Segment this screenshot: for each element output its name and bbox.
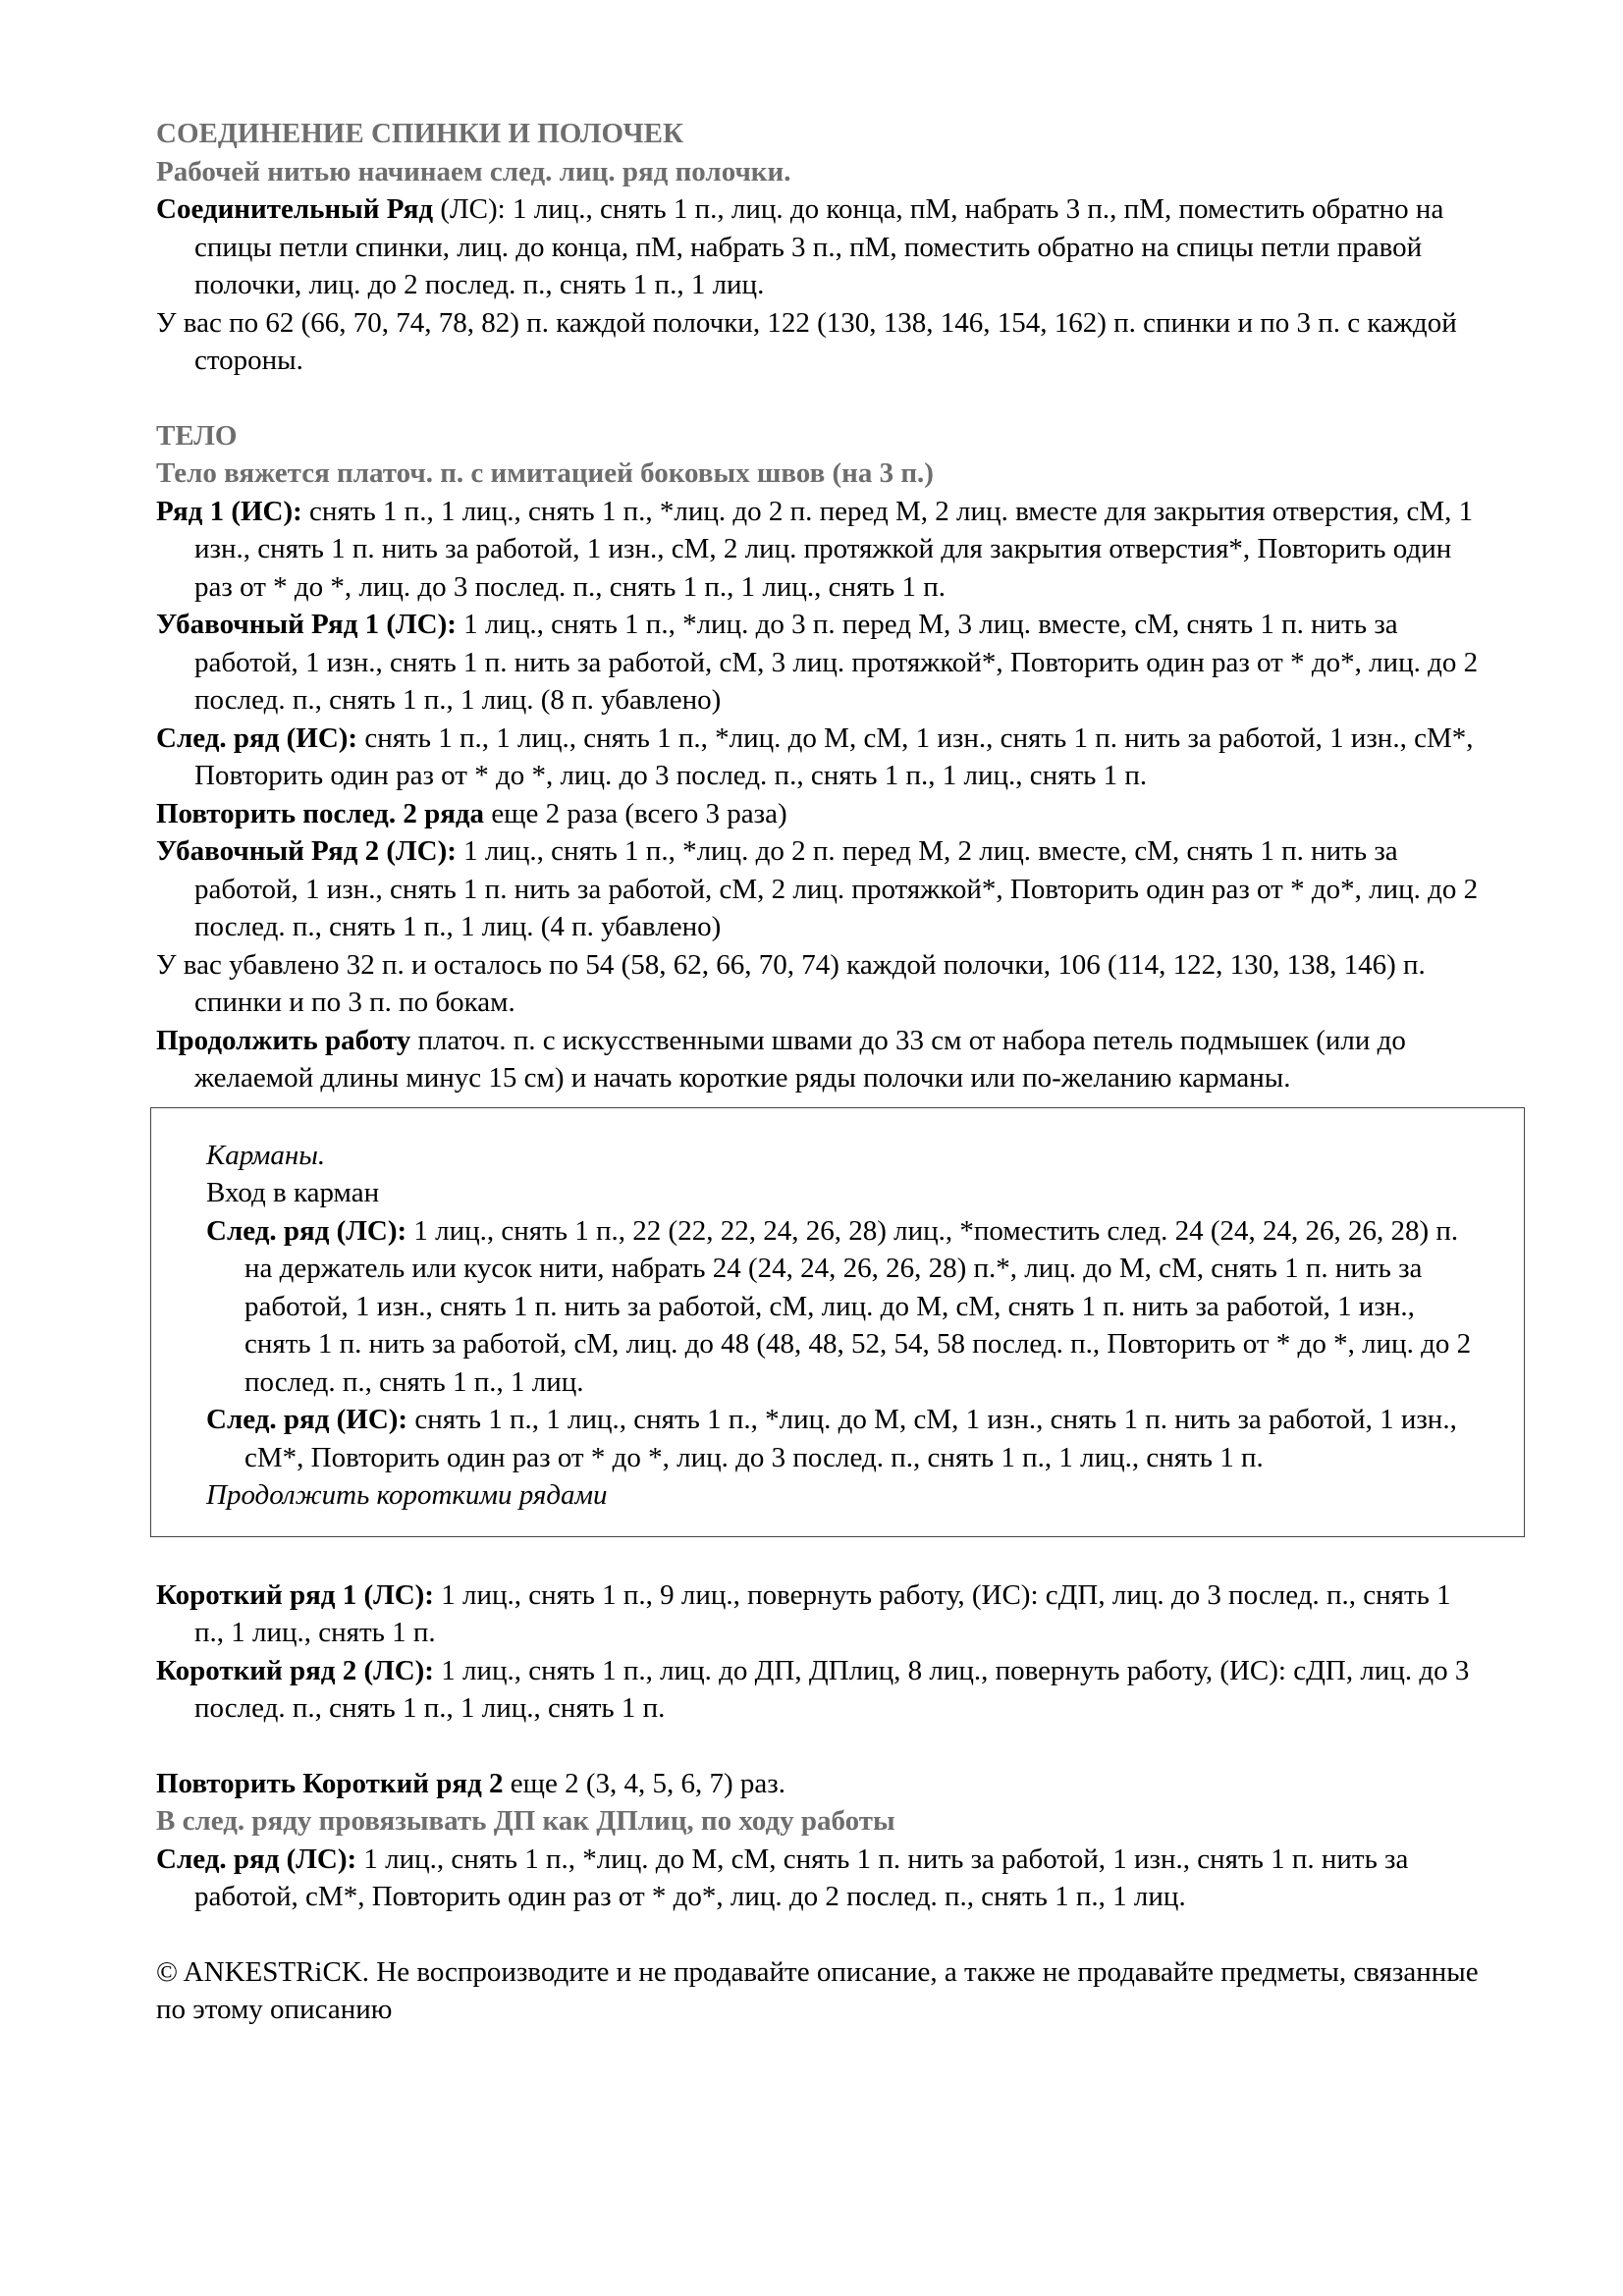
row-label: Ряд 1 (ИС): [156,495,302,527]
short-row-repeat [156,1765,1482,1803]
pocket-entry: Вход в карман [206,1177,380,1208]
row-text: еще 2 (3, 4, 5, 6, 7) раз. [503,1767,785,1799]
row-label: Убавочный Ряд 1 (ЛС): [156,609,457,640]
pattern-page [156,115,1482,2029]
pockets-continue: Продолжить короткими рядами [206,1479,608,1511]
row-label: Короткий ряд 2 (ЛС): [156,1654,434,1686]
row-text: снять 1 п., 1 лиц., снять 1 п., *лиц. до М, сМ, 1 изн., снять 1 п. нить за работой, 1 изн., сМ*, Повторить один раз от * до *, лиц. до 3 послед. п., снять 1 п., 1 лиц., снять 1 п. [194,721,1474,791]
row-text: платоч. п. с искусственными швами до 33 см от набора петель подмышек (или до желаемой длины минус 15 см) и начать короткие ряды полочки или по-желанию карманы. [194,1024,1406,1094]
section-title-body: ТЕЛО [156,419,238,452]
row-text: еще 2 раза (всего 3 раза) [484,797,787,829]
pocket-row-1 [206,1212,1485,1402]
body-continue [156,1022,1482,1097]
body-decrease-row-1 [156,606,1482,720]
body-summary: У вас убавлено 32 п. и осталось по 54 (58, 62, 66, 70, 74) каждой полочки, 106 (114, 122, 130, 138, 146) п. спинки и по 3 п. по бокам. [156,948,1426,1018]
row-text: 1 лиц., снять 1 п., *лиц. до 3 п. перед М, 3 лиц. вместе, сМ, снять 1 п. нить за работой, 1 изн., снять 1 п. нить за работой, сМ, 3 лиц. протяжкой*, Повторить один раз от * до*, лиц. до 2 послед. п., снять 1 п., 1 лиц. (8 п. убавлено) [194,609,1479,716]
row-label: След. ряд (ЛС): [206,1214,407,1247]
pocket-row-2 [206,1401,1485,1476]
row-label: След. ряд (ИС): [206,1404,408,1435]
short-row-1 [156,1576,1482,1652]
pockets-box [150,1107,1525,1537]
row-label: Соединительный Ряд [156,193,434,225]
joining-row [156,190,1482,304]
body-repeat-rows [156,795,1482,833]
short-row-next [156,1841,1482,1916]
row-label: Продолжить работу [156,1024,411,1056]
row-text: 1 лиц., снять 1 п., *лиц. до М, сМ, снять 1 п. нить за работой, 1 изн., снять 1 п. нить за работой, сМ*, Повторить один раз от * до*, лиц. до 2 послед. п., снять 1 п., 1 лиц. [194,1842,1409,1912]
row-text: 1 лиц., снять 1 п., лиц. до ДП, ДПлиц, 8 лиц., повернуть работу, (ИС): сДП, лиц. до 3 послед. п., снять 1 п., 1 лиц., снять 1 п. [194,1654,1470,1724]
copyright-notice: © ANKESTRiCK. Не воспроизводите и не продавайте описание, а также не продавайте предметы, связанные по этому описанию [156,1955,1479,2025]
section-subtitle-joining: Рабочей нитью начинаем след. лиц. ряд полочки. [156,155,791,187]
row-label: Повторить послед. 2 ряда [156,797,485,829]
row-text: 1 лиц., снять 1 п., *лиц. до 2 п. перед М, 2 лиц. вместе, сМ, снять 1 п. нить за работой, 1 изн., снять 1 п. нить за работой, сМ, 2 лиц. протяжкой*, Повторить один раз от * до*, лиц. до 2 послед. п., снять 1 п., 1 лиц. (4 п. убавлено) [194,835,1479,942]
short-row-note: В след. ряду провязывать ДП как ДПлиц, по ходу работы [156,1805,895,1837]
row-label: Убавочный Ряд 2 (ЛС): [156,835,457,867]
body-row-1 [156,493,1482,607]
row-text: снять 1 п., 1 лиц., снять 1 п., *лиц. до М, сМ, 1 изн., снять 1 п. нить за работой, 1 изн., сМ*, Повторить один раз от * до *, лиц. до 3 послед. п., снять 1 п., 1 лиц., снять 1 п. [244,1404,1457,1473]
section-title-joining: СОЕДИНЕНИЕ СПИНКИ И ПОЛОЧЕК [156,118,683,149]
section-subtitle-body: Тело вяжется платоч. п. с имитацией боковых швов (на 3 п.) [156,457,934,489]
row-text: снять 1 п., 1 лиц., снять 1 п., *лиц. до 2 п. перед М, 2 лиц. вместе для закрытия отверстия, сМ, 1 изн., снять 1 п. нить за работой, 1 изн., сМ, 2 лиц. протяжкой для закрытия отверстия*, Повторить один раз от * до *, лиц. до 3 послед. п., снять 1 п., 1 лиц., снять 1 п. [194,495,1474,603]
short-row-2 [156,1652,1482,1728]
row-text: 1 лиц., снять 1 п., 9 лиц., повернуть работу, (ИС): сДП, лиц. до 3 послед. п., снять 1 п., 1 лиц., снять 1 п. [194,1578,1451,1648]
row-label: След. ряд (ИС): [156,721,358,754]
row-label: Короткий ряд 1 (ЛС): [156,1578,434,1611]
row-label: След. ряд (ЛС): [156,1842,357,1875]
row-label: Повторить Короткий ряд 2 [156,1767,504,1799]
row-text: 1 лиц., снять 1 п., 22 (22, 22, 24, 26, 28) лиц., *поместить след. 24 (24, 24, 26, 26, 28) п. на держатель или кусок нити, набрать 24 (24, 24, 26, 26, 28) п.*, лиц. до М, сМ, снять 1 п. нить за работой, 1 изн., снять 1 п. нить за работой, сМ, лиц. до М, сМ, снять 1 п. нить за работой, 1 изн., снять 1 п. нить за работой, сМ, лиц. до 48 (48, 48, 52, 54, 58 послед. п., Повторить от * до *, лиц. до 2 послед. п., снять 1 п., 1 лиц. [244,1214,1472,1398]
row-text: (ЛС): 1 лиц., снять 1 п., лиц. до конца, пМ, набрать 3 п., пМ, поместить обратно на спицы петли спинки, лиц. до конца, пМ, набрать 3 п., пМ, поместить обратно на спицы петли правой полочки, лиц. до 2 послед. п., снять 1 п., 1 лиц. [194,193,1444,300]
pockets-title: Карманы. [206,1139,326,1171]
joining-summary: У вас по 62 (66, 70, 74, 78, 82) п. каждой полочки, 122 (130, 138, 146, 154, 162) п. спинки и по 3 п. с каждой стороны. [156,306,1457,376]
body-decrease-row-2 [156,832,1482,946]
body-next-row [156,720,1482,795]
